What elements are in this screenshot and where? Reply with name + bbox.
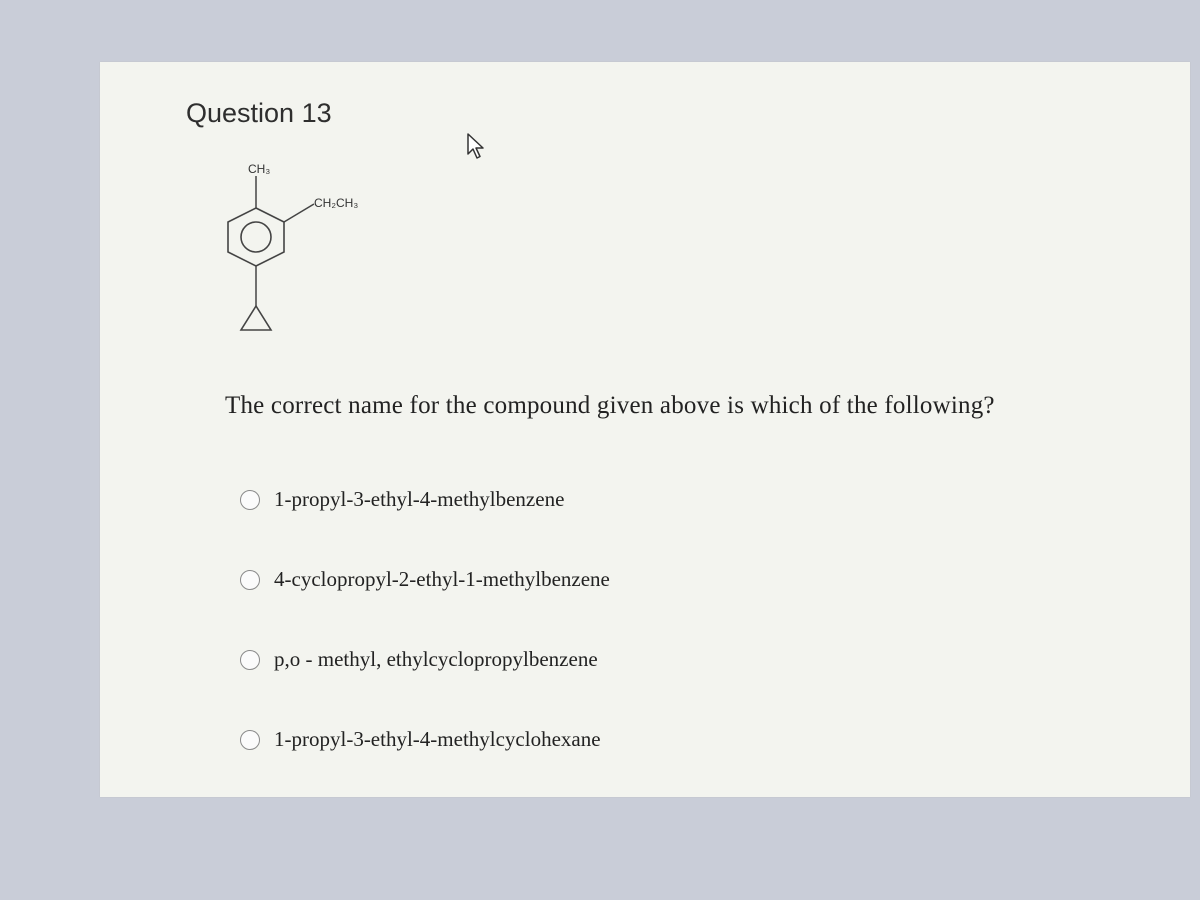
ethyl-bond (284, 204, 314, 222)
question-title: Question 13 (186, 98, 332, 128)
option-label: p,o - methyl, ethylcyclopropylbenzene (274, 647, 598, 671)
question-prompt: The correct name for the compound given above is which of the following? (225, 392, 995, 419)
aromatic-circle (241, 222, 271, 252)
radio-button[interactable] (240, 490, 260, 510)
methyl-label: CH₃ (248, 162, 271, 176)
option-4[interactable] (240, 727, 601, 752)
ethyl-label: CH₂CH₃ (314, 196, 359, 210)
option-label: 1-propyl-3-ethyl-4-methylbenzene (274, 487, 565, 511)
cyclopropane-ring (241, 306, 271, 330)
option-3[interactable] (240, 647, 598, 672)
chemical-structure-diagram (210, 160, 470, 375)
benzene-ring (228, 208, 284, 266)
mouse-cursor-icon (465, 132, 489, 160)
option-label: 4-cyclopropyl-2-ethyl-1-methylbenzene (274, 567, 610, 591)
radio-button[interactable] (240, 570, 260, 590)
option-1[interactable] (240, 487, 564, 512)
radio-button[interactable] (240, 730, 260, 750)
option-label: 1-propyl-3-ethyl-4-methylcyclohexane (274, 727, 601, 751)
option-2[interactable] (240, 567, 610, 592)
radio-button[interactable] (240, 650, 260, 670)
question-card (100, 62, 1190, 797)
